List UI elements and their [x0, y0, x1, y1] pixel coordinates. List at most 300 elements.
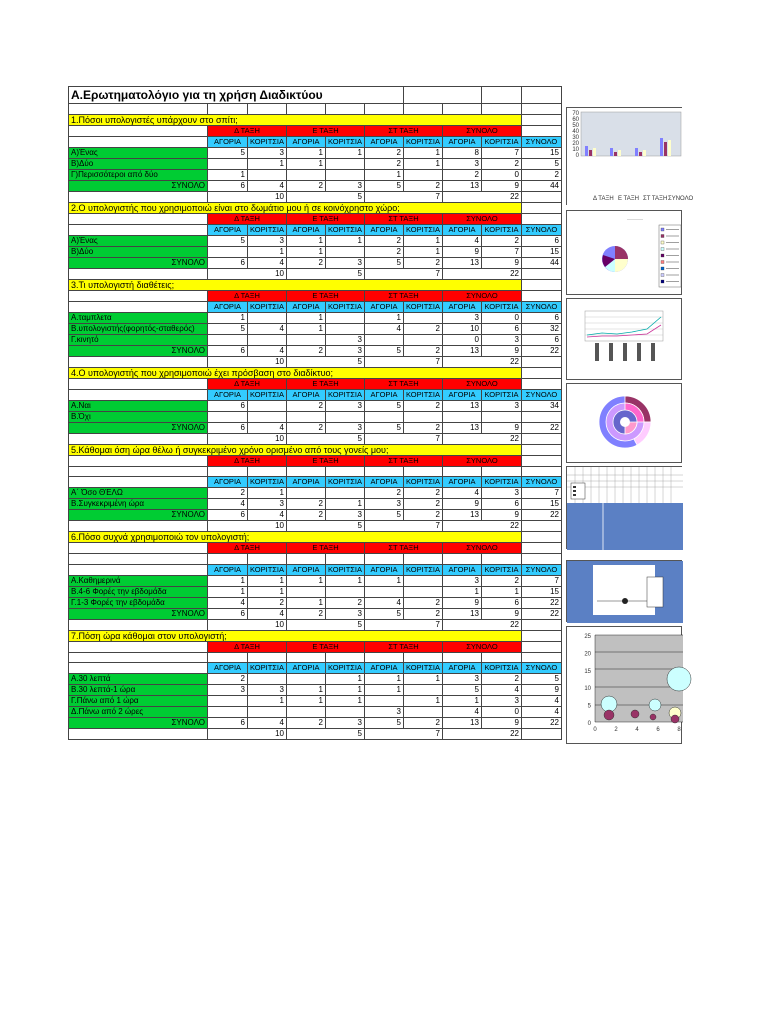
cell[interactable] — [69, 564, 208, 575]
value-cell[interactable]: 4 — [443, 235, 482, 246]
grade-subtotal[interactable]: 22 — [443, 191, 522, 202]
grade-header[interactable]: ΣΤ ΤΑΞΗ — [365, 641, 443, 652]
cell[interactable] — [69, 378, 208, 389]
cell[interactable] — [287, 652, 326, 663]
value-cell[interactable]: 4 — [208, 597, 248, 608]
value-cell[interactable]: 3 — [482, 334, 522, 345]
grade-subtotal[interactable]: 22 — [443, 356, 522, 367]
value-cell[interactable]: 1 — [404, 147, 443, 158]
total-cell[interactable]: 9 — [482, 718, 522, 729]
value-cell[interactable]: 2 — [482, 674, 522, 685]
total-cell[interactable]: 5 — [365, 345, 404, 356]
value-cell[interactable]: 3 — [482, 488, 522, 499]
total-cell[interactable]: 2 — [287, 510, 326, 521]
total-cell[interactable]: 4 — [248, 608, 287, 619]
boys-header[interactable]: ΑΓΟΡΙΑ — [365, 224, 404, 235]
girls-header[interactable]: ΚΟΡΙΤΣΙΑ — [404, 389, 443, 400]
total-cell[interactable]: 44 — [522, 257, 562, 268]
grade-subtotal[interactable]: 7 — [365, 433, 443, 444]
value-cell[interactable]: 5 — [208, 147, 248, 158]
girls-header[interactable]: ΚΟΡΙΤΣΙΑ — [404, 301, 443, 312]
value-cell[interactable]: 1 — [365, 169, 404, 180]
cell[interactable] — [248, 652, 287, 663]
value-cell[interactable]: 2 — [287, 400, 326, 411]
value-cell[interactable] — [208, 707, 248, 718]
value-cell[interactable]: 15 — [522, 586, 562, 597]
answer-label[interactable]: Γ.Πάνω από 1 ώρα — [69, 696, 208, 707]
grade-subtotal[interactable]: 7 — [365, 356, 443, 367]
grade-subtotal[interactable]: 5 — [287, 521, 365, 532]
grade-header[interactable]: Δ ΤΑΞΗ — [208, 543, 287, 554]
value-cell[interactable]: 1 — [287, 575, 326, 586]
value-cell[interactable]: 5 — [365, 400, 404, 411]
value-cell[interactable] — [287, 707, 326, 718]
value-cell[interactable] — [404, 575, 443, 586]
value-cell[interactable]: 1 — [326, 696, 365, 707]
sum-header[interactable]: ΣΥΝΟΛΟ — [522, 136, 562, 147]
boys-header[interactable]: ΑΓΟΡΙΑ — [365, 477, 404, 488]
value-cell[interactable]: 3 — [248, 235, 287, 246]
value-cell[interactable]: 4 — [248, 323, 287, 334]
cell[interactable] — [365, 554, 404, 565]
cell[interactable] — [522, 378, 562, 389]
total-label[interactable]: ΣΥΝΟΛΟ — [69, 345, 208, 356]
total-cell[interactable]: 2 — [287, 422, 326, 433]
grade-header[interactable]: ΣΤ ΤΑΞΗ — [365, 213, 443, 224]
value-cell[interactable]: 7 — [522, 575, 562, 586]
total-cell[interactable]: 13 — [443, 608, 482, 619]
value-cell[interactable]: 1 — [287, 696, 326, 707]
boys-header[interactable]: ΑΓΟΡΙΑ — [443, 663, 482, 674]
total-cell[interactable]: 4 — [248, 180, 287, 191]
grade-subtotal[interactable]: 10 — [208, 356, 287, 367]
grade-subtotal[interactable]: 7 — [365, 268, 443, 279]
value-cell[interactable]: 2 — [365, 246, 404, 257]
value-cell[interactable] — [248, 707, 287, 718]
cell[interactable] — [208, 652, 248, 663]
value-cell[interactable]: 1 — [443, 696, 482, 707]
total-cell[interactable]: 13 — [443, 718, 482, 729]
value-cell[interactable]: 34 — [522, 400, 562, 411]
question-row[interactable]: 6.Πόσο συχνά χρησιμοποιώ τον υπολογιστή; — [69, 532, 522, 543]
girls-header[interactable]: ΚΟΡΙΤΣΙΑ — [326, 301, 365, 312]
cell[interactable] — [522, 641, 562, 652]
grade-header[interactable]: Δ ΤΑΞΗ — [208, 455, 287, 466]
answer-label[interactable]: Β)Δύο — [69, 246, 208, 257]
cell[interactable] — [248, 466, 287, 477]
girls-header[interactable]: ΚΟΡΙΤΣΙΑ — [248, 301, 287, 312]
grade-header[interactable]: Δ ΤΑΞΗ — [208, 378, 287, 389]
girls-header[interactable]: ΚΟΡΙΤΣΙΑ — [326, 389, 365, 400]
value-cell[interactable]: 9 — [443, 246, 482, 257]
cell[interactable] — [482, 554, 522, 565]
cell[interactable] — [522, 104, 562, 115]
value-cell[interactable]: 6 — [522, 334, 562, 345]
value-cell[interactable] — [522, 411, 562, 422]
cell[interactable] — [443, 104, 482, 115]
girls-header[interactable]: ΚΟΡΙΤΣΙΑ — [404, 564, 443, 575]
value-cell[interactable]: 3 — [443, 158, 482, 169]
value-cell[interactable]: 1 — [287, 235, 326, 246]
cell[interactable] — [522, 444, 562, 455]
girls-header[interactable]: ΚΟΡΙΤΣΙΑ — [482, 136, 522, 147]
value-cell[interactable] — [287, 674, 326, 685]
answer-label[interactable]: Δ.Πάνω από 2 ώρες — [69, 707, 208, 718]
grade-header[interactable]: ΣΤ ΤΑΞΗ — [365, 455, 443, 466]
girls-header[interactable]: ΚΟΡΙΤΣΙΑ — [482, 663, 522, 674]
cell[interactable] — [69, 136, 208, 147]
value-cell[interactable]: 1 — [404, 246, 443, 257]
answer-label[interactable]: Β.Συγκεκριμένη ώρα — [69, 499, 208, 510]
page-title[interactable]: Α.Ερωτηματολόγιο για τη χρήση Διαδικτύου — [69, 87, 404, 104]
total-cell[interactable]: 5 — [365, 257, 404, 268]
value-cell[interactable]: 1 — [287, 685, 326, 696]
total-cell[interactable]: 9 — [482, 422, 522, 433]
grade-subtotal[interactable]: 5 — [287, 356, 365, 367]
value-cell[interactable]: 5 — [208, 235, 248, 246]
total-label[interactable]: ΣΥΝΟΛΟ — [69, 180, 208, 191]
cell[interactable] — [69, 521, 208, 532]
value-cell[interactable] — [287, 169, 326, 180]
total-cell[interactable]: 6 — [208, 180, 248, 191]
value-cell[interactable]: 1 — [287, 323, 326, 334]
value-cell[interactable]: 3 — [248, 499, 287, 510]
grade-header[interactable]: Ε ΤΑΞΗ — [287, 543, 365, 554]
value-cell[interactable]: 1 — [365, 575, 404, 586]
boys-header[interactable]: ΑΓΟΡΙΑ — [287, 477, 326, 488]
value-cell[interactable]: 2 — [482, 158, 522, 169]
question-row[interactable]: 3.Τι υπολογιστή διαθέτεις; — [69, 279, 522, 290]
cell[interactable] — [69, 191, 208, 202]
value-cell[interactable]: 4 — [522, 696, 562, 707]
total-cell[interactable]: 2 — [287, 180, 326, 191]
value-cell[interactable]: 6 — [482, 323, 522, 334]
value-cell[interactable]: 3 — [326, 400, 365, 411]
cell[interactable] — [522, 213, 562, 224]
value-cell[interactable]: 4 — [365, 323, 404, 334]
girls-header[interactable]: ΚΟΡΙΤΣΙΑ — [248, 136, 287, 147]
grade-header[interactable]: Ε ΤΑΞΗ — [287, 378, 365, 389]
value-cell[interactable]: 2 — [287, 499, 326, 510]
total-cell[interactable]: 2 — [287, 718, 326, 729]
cell[interactable] — [443, 554, 482, 565]
grade-header[interactable]: Δ ΤΑΞΗ — [208, 290, 287, 301]
value-cell[interactable]: 9 — [522, 685, 562, 696]
value-cell[interactable] — [208, 246, 248, 257]
value-cell[interactable]: 2 — [365, 158, 404, 169]
value-cell[interactable]: 3 — [208, 685, 248, 696]
cell[interactable] — [248, 554, 287, 565]
grade-header[interactable]: Ε ΤΑΞΗ — [287, 641, 365, 652]
value-cell[interactable]: 1 — [365, 312, 404, 323]
cell[interactable] — [69, 433, 208, 444]
question-row[interactable]: 5.Κάθομαι όση ώρα θέλω ή συγκεκριμένο χρόνο ορισμένο από τους γονείς μου; — [69, 444, 522, 455]
boys-header[interactable]: ΑΓΟΡΙΑ — [443, 224, 482, 235]
cell[interactable] — [522, 554, 562, 565]
value-cell[interactable]: 1 — [287, 597, 326, 608]
total-cell[interactable]: 6 — [208, 257, 248, 268]
value-cell[interactable]: 2 — [522, 169, 562, 180]
value-cell[interactable]: 6 — [522, 312, 562, 323]
value-cell[interactable] — [208, 696, 248, 707]
cell[interactable] — [443, 466, 482, 477]
value-cell[interactable]: 5 — [443, 685, 482, 696]
value-cell[interactable]: 6 — [208, 400, 248, 411]
value-cell[interactable]: 2 — [482, 235, 522, 246]
boys-header[interactable]: ΑΓΟΡΙΑ — [443, 564, 482, 575]
grade-subtotal[interactable]: 5 — [287, 729, 365, 740]
value-cell[interactable] — [326, 158, 365, 169]
total-cell[interactable]: 9 — [482, 257, 522, 268]
grade-header[interactable]: ΣΤ ΤΑΞΗ — [365, 125, 443, 136]
value-cell[interactable]: 2 — [208, 488, 248, 499]
boys-header[interactable]: ΑΓΟΡΙΑ — [287, 564, 326, 575]
value-cell[interactable]: 13 — [443, 400, 482, 411]
cell[interactable] — [522, 455, 562, 466]
grade-subtotal[interactable]: 10 — [208, 521, 287, 532]
value-cell[interactable] — [482, 411, 522, 422]
value-cell[interactable]: 1 — [365, 674, 404, 685]
total-cell[interactable]: 13 — [443, 422, 482, 433]
grade-header[interactable]: ΣΥΝΟΛΟ — [443, 125, 522, 136]
cell[interactable] — [248, 104, 287, 115]
value-cell[interactable]: 1 — [482, 586, 522, 597]
boys-header[interactable]: ΑΓΟΡΙΑ — [208, 224, 248, 235]
grade-subtotal[interactable]: 10 — [208, 191, 287, 202]
value-cell[interactable]: 1 — [287, 147, 326, 158]
value-cell[interactable] — [248, 312, 287, 323]
cell[interactable] — [208, 466, 248, 477]
boys-header[interactable]: ΑΓΟΡΙΑ — [443, 389, 482, 400]
value-cell[interactable]: 4 — [208, 499, 248, 510]
grade-subtotal[interactable]: 22 — [443, 268, 522, 279]
value-cell[interactable]: 1 — [443, 586, 482, 597]
total-cell[interactable]: 13 — [443, 180, 482, 191]
question-row[interactable]: 4.Ο υπολογιστής που χρησιμοποιώ έχει πρόσβαση στο διαδίκτυο; — [69, 367, 522, 378]
total-cell[interactable]: 9 — [482, 608, 522, 619]
value-cell[interactable] — [404, 685, 443, 696]
cell[interactable] — [287, 104, 326, 115]
total-cell[interactable]: 3 — [326, 422, 365, 433]
grade-subtotal[interactable]: 10 — [208, 268, 287, 279]
value-cell[interactable]: 15 — [522, 246, 562, 257]
value-cell[interactable] — [248, 169, 287, 180]
value-cell[interactable] — [326, 323, 365, 334]
cell[interactable] — [69, 356, 208, 367]
grade-header[interactable]: Δ ΤΑΞΗ — [208, 125, 287, 136]
grade-header[interactable]: Ε ΤΑΞΗ — [287, 455, 365, 466]
value-cell[interactable]: 1 — [287, 246, 326, 257]
value-cell[interactable] — [365, 334, 404, 345]
total-cell[interactable]: 22 — [522, 422, 562, 433]
girls-header[interactable]: ΚΟΡΙΤΣΙΑ — [326, 136, 365, 147]
girls-header[interactable]: ΚΟΡΙΤΣΙΑ — [482, 477, 522, 488]
value-cell[interactable]: 10 — [443, 323, 482, 334]
value-cell[interactable]: 1 — [326, 235, 365, 246]
chart-thumb-bar[interactable] — [566, 107, 694, 205]
value-cell[interactable] — [404, 312, 443, 323]
cell[interactable] — [522, 202, 562, 213]
answer-label[interactable]: Α.ταμπλετα — [69, 312, 208, 323]
total-cell[interactable]: 4 — [248, 422, 287, 433]
value-cell[interactable]: 1 — [287, 312, 326, 323]
cell[interactable] — [522, 652, 562, 663]
grade-subtotal[interactable]: 22 — [443, 729, 522, 740]
cell[interactable] — [69, 729, 208, 740]
girls-header[interactable]: ΚΟΡΙΤΣΙΑ — [248, 477, 287, 488]
grade-subtotal[interactable]: 7 — [365, 729, 443, 740]
cell[interactable] — [69, 652, 208, 663]
total-cell[interactable]: 3 — [326, 180, 365, 191]
total-label[interactable]: ΣΥΝΟΛΟ — [69, 257, 208, 268]
total-cell[interactable]: 6 — [208, 608, 248, 619]
value-cell[interactable]: 7 — [522, 488, 562, 499]
value-cell[interactable]: 1 — [326, 674, 365, 685]
chart-thumb-donut[interactable] — [566, 383, 682, 463]
answer-label[interactable]: Γ.1-3 Φορές την εβδομάδα — [69, 597, 208, 608]
value-cell[interactable] — [443, 411, 482, 422]
girls-header[interactable]: ΚΟΡΙΤΣΙΑ — [404, 136, 443, 147]
answer-label[interactable]: Γ)Περισσότεροι από δύο — [69, 169, 208, 180]
value-cell[interactable]: 6 — [482, 499, 522, 510]
value-cell[interactable]: 3 — [326, 334, 365, 345]
grade-subtotal[interactable]: 5 — [287, 268, 365, 279]
grade-header[interactable]: ΣΤ ΤΑΞΗ — [365, 290, 443, 301]
total-cell[interactable]: 6 — [208, 718, 248, 729]
total-cell[interactable]: 2 — [287, 608, 326, 619]
cell[interactable] — [482, 652, 522, 663]
value-cell[interactable]: 3 — [248, 147, 287, 158]
value-cell[interactable]: 4 — [443, 488, 482, 499]
girls-header[interactable]: ΚΟΡΙΤΣΙΑ — [326, 564, 365, 575]
question-row[interactable]: 2.Ο υπολογιστής που χρησιμοποιώ είναι στο δωμάτιο μου ή σε κοινόχρηστο χώρο; — [69, 202, 522, 213]
cell[interactable] — [522, 630, 562, 641]
value-cell[interactable]: 1 — [248, 246, 287, 257]
boys-header[interactable]: ΑΓΟΡΙΑ — [208, 136, 248, 147]
value-cell[interactable] — [287, 411, 326, 422]
grade-subtotal[interactable]: 7 — [365, 521, 443, 532]
grade-header[interactable]: Ε ΤΑΞΗ — [287, 290, 365, 301]
total-cell[interactable]: 9 — [482, 345, 522, 356]
value-cell[interactable] — [287, 488, 326, 499]
value-cell[interactable] — [248, 334, 287, 345]
cell[interactable] — [326, 466, 365, 477]
cell[interactable] — [522, 87, 562, 104]
value-cell[interactable]: 32 — [522, 323, 562, 334]
answer-label[interactable]: Β.30 λεπτά-1 ώρα — [69, 685, 208, 696]
boys-header[interactable]: ΑΓΟΡΙΑ — [287, 301, 326, 312]
value-cell[interactable] — [326, 586, 365, 597]
total-cell[interactable]: 9 — [482, 180, 522, 191]
value-cell[interactable]: 1 — [248, 158, 287, 169]
cell[interactable] — [69, 290, 208, 301]
value-cell[interactable]: 1 — [326, 499, 365, 510]
grade-header[interactable]: ΣΥΝΟΛΟ — [443, 290, 522, 301]
girls-header[interactable]: ΚΟΡΙΤΣΙΑ — [326, 663, 365, 674]
cell[interactable] — [522, 356, 562, 367]
cell[interactable] — [326, 554, 365, 565]
total-cell[interactable]: 3 — [326, 345, 365, 356]
cell[interactable] — [69, 104, 208, 115]
value-cell[interactable]: 3 — [443, 575, 482, 586]
total-cell[interactable]: 5 — [365, 180, 404, 191]
total-cell[interactable]: 22 — [522, 510, 562, 521]
grade-subtotal[interactable]: 10 — [208, 433, 287, 444]
girls-header[interactable]: ΚΟΡΙΤΣΙΑ — [482, 389, 522, 400]
cell[interactable] — [365, 104, 404, 115]
value-cell[interactable] — [365, 696, 404, 707]
grade-subtotal[interactable]: 22 — [443, 619, 522, 630]
cell[interactable] — [404, 87, 482, 104]
boys-header[interactable]: ΑΓΟΡΙΑ — [208, 389, 248, 400]
boys-header[interactable]: ΑΓΟΡΙΑ — [443, 301, 482, 312]
cell[interactable] — [208, 104, 248, 115]
total-cell[interactable]: 13 — [443, 345, 482, 356]
answer-label[interactable]: Β.υπολογιστής(φορητός-σταθερός) — [69, 323, 208, 334]
boys-header[interactable]: ΑΓΟΡΙΑ — [365, 301, 404, 312]
value-cell[interactable]: 8 — [443, 147, 482, 158]
cell[interactable] — [522, 290, 562, 301]
sum-header[interactable]: ΣΥΝΟΛΟ — [522, 663, 562, 674]
value-cell[interactable] — [326, 312, 365, 323]
value-cell[interactable] — [404, 586, 443, 597]
grade-subtotal[interactable]: 5 — [287, 433, 365, 444]
cell[interactable] — [522, 433, 562, 444]
grade-subtotal[interactable]: 7 — [365, 619, 443, 630]
grade-header[interactable]: Ε ΤΑΞΗ — [287, 125, 365, 136]
grade-subtotal[interactable]: 22 — [443, 521, 522, 532]
value-cell[interactable]: 1 — [248, 488, 287, 499]
cell[interactable] — [522, 543, 562, 554]
value-cell[interactable]: 3 — [365, 707, 404, 718]
total-cell[interactable]: 22 — [522, 608, 562, 619]
cell[interactable] — [287, 554, 326, 565]
value-cell[interactable] — [404, 411, 443, 422]
total-cell[interactable]: 6 — [208, 422, 248, 433]
value-cell[interactable]: 3 — [482, 400, 522, 411]
value-cell[interactable]: 15 — [522, 499, 562, 510]
girls-header[interactable]: ΚΟΡΙΤΣΙΑ — [326, 477, 365, 488]
cell[interactable] — [69, 268, 208, 279]
total-cell[interactable]: 6 — [208, 345, 248, 356]
value-cell[interactable]: 1 — [404, 158, 443, 169]
value-cell[interactable]: 0 — [482, 312, 522, 323]
cell[interactable] — [69, 389, 208, 400]
value-cell[interactable]: 2 — [365, 488, 404, 499]
total-cell[interactable]: 2 — [404, 180, 443, 191]
value-cell[interactable]: 2 — [404, 499, 443, 510]
total-cell[interactable]: 13 — [443, 510, 482, 521]
boys-header[interactable]: ΑΓΟΡΙΑ — [443, 136, 482, 147]
cell[interactable] — [522, 125, 562, 136]
girls-header[interactable]: ΚΟΡΙΤΣΙΑ — [482, 224, 522, 235]
total-cell[interactable]: 4 — [248, 510, 287, 521]
value-cell[interactable] — [326, 246, 365, 257]
value-cell[interactable]: 0 — [443, 334, 482, 345]
boys-header[interactable]: ΑΓΟΡΙΑ — [365, 389, 404, 400]
cell[interactable] — [365, 652, 404, 663]
value-cell[interactable]: 1 — [248, 575, 287, 586]
grade-subtotal[interactable]: 10 — [208, 729, 287, 740]
value-cell[interactable]: 0 — [482, 707, 522, 718]
total-cell[interactable]: 44 — [522, 180, 562, 191]
value-cell[interactable] — [326, 411, 365, 422]
answer-label[interactable]: Α.Καθημερινά — [69, 575, 208, 586]
value-cell[interactable] — [287, 586, 326, 597]
grade-subtotal[interactable]: 5 — [287, 191, 365, 202]
sum-header[interactable]: ΣΥΝΟΛΟ — [522, 301, 562, 312]
value-cell[interactable]: 3 — [443, 674, 482, 685]
